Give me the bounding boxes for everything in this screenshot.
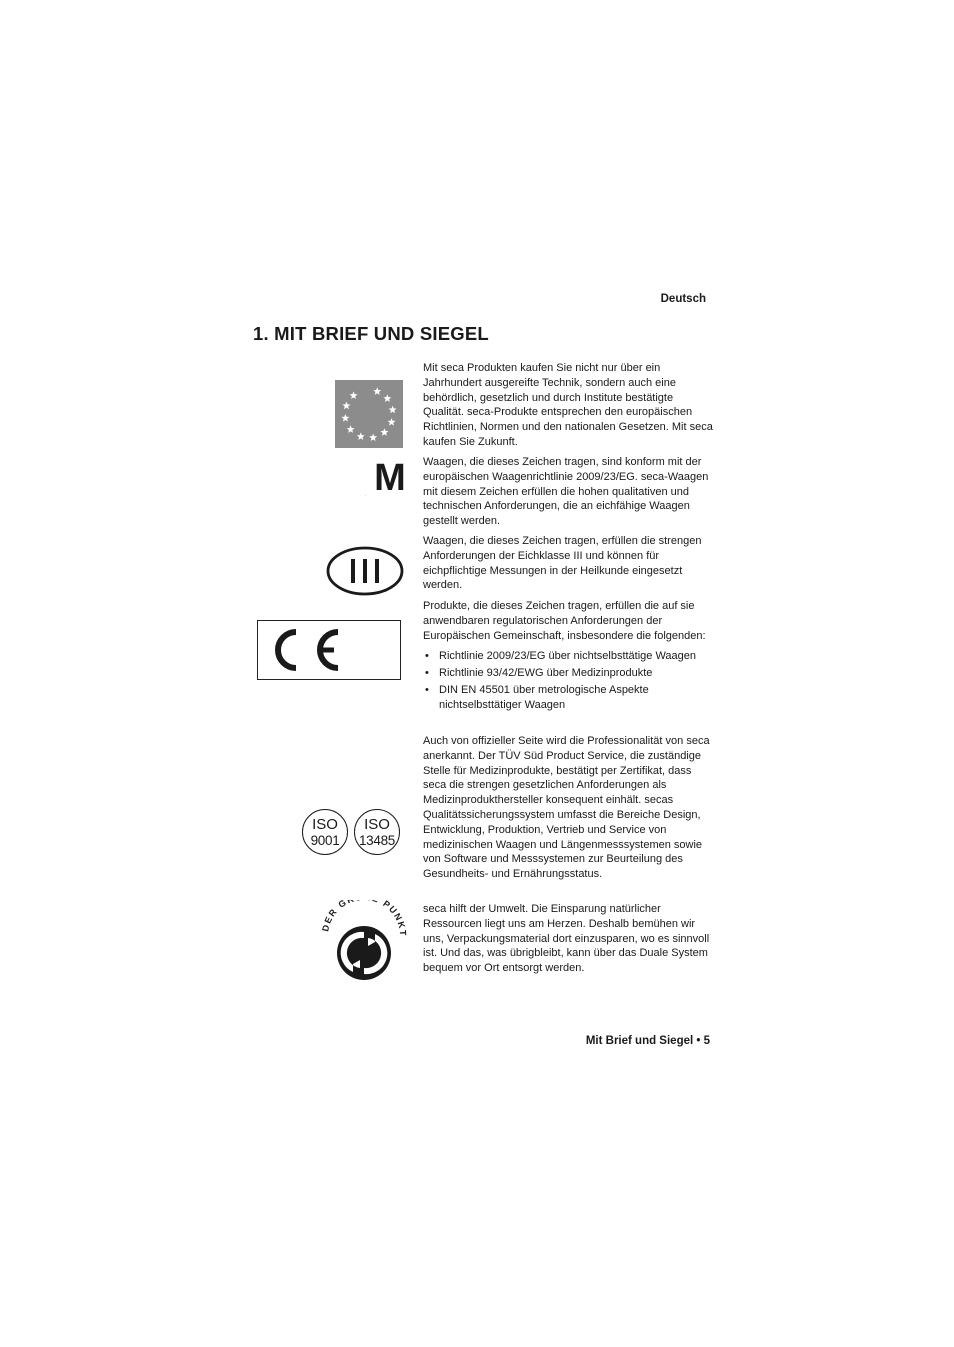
list-item: • Richtlinie 93/42/EWG über Medizinprodukte [423, 666, 713, 681]
ce-directive-list [423, 649, 713, 715]
iso-13485-line1: ISO [364, 815, 390, 833]
eu-star-icon [380, 428, 388, 436]
iso-13485-mark [354, 809, 400, 855]
class-iii-paragraph: Waagen, die dieses Zeichen tragen, erfüllen die strengen Anforderungen der Eichklasse III und können für eichpflichtige Messungen in der Heilkunde eingesetzt werden. [423, 535, 702, 592]
class-iii-label: III [365, 496, 366, 497]
eu-stars-flag-icon [335, 380, 403, 448]
eu-star-icon [383, 394, 391, 402]
iso-9001-line1: ISO [312, 815, 338, 833]
eu-star-icon [369, 433, 377, 441]
list-item: • DIN EN 45501 über metrologische Aspekte nichtselbsttätiger Waagen [423, 683, 713, 713]
list-item: • Richtlinie 2009/23/EG über nichtselbsttätige Waagen [423, 649, 713, 664]
ce-paragraph: Produkte, die dieses Zeichen tragen, erfüllen die auf sie anwendbaren regulatorischen Anforderungen der Europäischen Gemeinschaft, insbesondere die folgenden: [423, 600, 706, 642]
eu-star-icon [357, 432, 365, 440]
green-dot-paragraph: seca hilft der Umwelt. Die Einsparung natürlicher Ressourcen liegt uns am Herzen. Deshalb bemühen wir uns, Verpackungsmaterial dort einzusparen, wo es sinnvoll ist. Und das, was übrigbleibt, kann über das Duale System bequem vor Ort entsorgt werden. [423, 903, 710, 975]
m-mark-icon: M [374, 457, 406, 499]
iso-9001-line2: 9001 [310, 832, 340, 848]
ce-mark-icon [266, 627, 346, 673]
m-mark-paragraph: Waagen, die dieses Zeichen tragen, sind konform mit der europäischen Waagenrichtlinie 2009/23/EG. seca-Waagen mit diesem Zeichen erfüllen die hohen qualitativen und technischen Anforderungen, die an eichfähige Waagen gestellt werden. [423, 456, 709, 528]
eu-star-icon [342, 402, 350, 410]
green-dot-text: DER G PUNKT [320, 900, 409, 938]
eu-star-icon [350, 391, 358, 399]
iso-paragraph: Auch von offizieller Seite wird die Professionalität von seca anerkannt. Der TÜV Süd Product Service, die zuständige Stelle für Medizinprodukte, bestätigt per Zertifikat, dass seca die strengen gesetzlichen Anforderungen als Medizinprodukthersteller konsequent einhält. secas Qualitätssicherungssystem umfasst die Bereiche Design, Entwicklung, Produktion, Vertrieb und Service von medizinischen Waagen und Längenmesssystemen sowie von Software und Messsystemen zur Beurteilung des Gesundheits- und Ernährungsstatus. [423, 735, 710, 881]
iso-9001-mark [302, 809, 348, 855]
eu-star-icon [341, 414, 349, 422]
green-dot-icon [318, 900, 410, 984]
ce-mark-frame [257, 620, 401, 680]
eu-star-icon [388, 418, 396, 426]
eu-star-icon [389, 406, 397, 414]
class-iii-mark-icon [326, 496, 404, 596]
page-footer: Mit Brief und Siegel • 5 [585, 1035, 710, 1047]
eu-star-icon [373, 387, 381, 395]
intro-paragraph: Mit seca Produkten kaufen Sie nicht nur über ein Jahrhundert ausgereifte Technik, sondern auch eine behördlich, gesetzlich und durch Institute bestätigte Qualität. seca-Produkte entsprechen den europäischen Richtlinien, Normen und den nationalen Gesetzen. Mit seca kaufen Sie Zukunft. [423, 362, 713, 448]
iso-13485-line2: 13485 [358, 832, 396, 848]
header-language: Deutsch [660, 293, 706, 305]
section-title: 1. MIT BRIEF UND SIEGEL [253, 323, 489, 344]
eu-star-icon [347, 425, 355, 433]
